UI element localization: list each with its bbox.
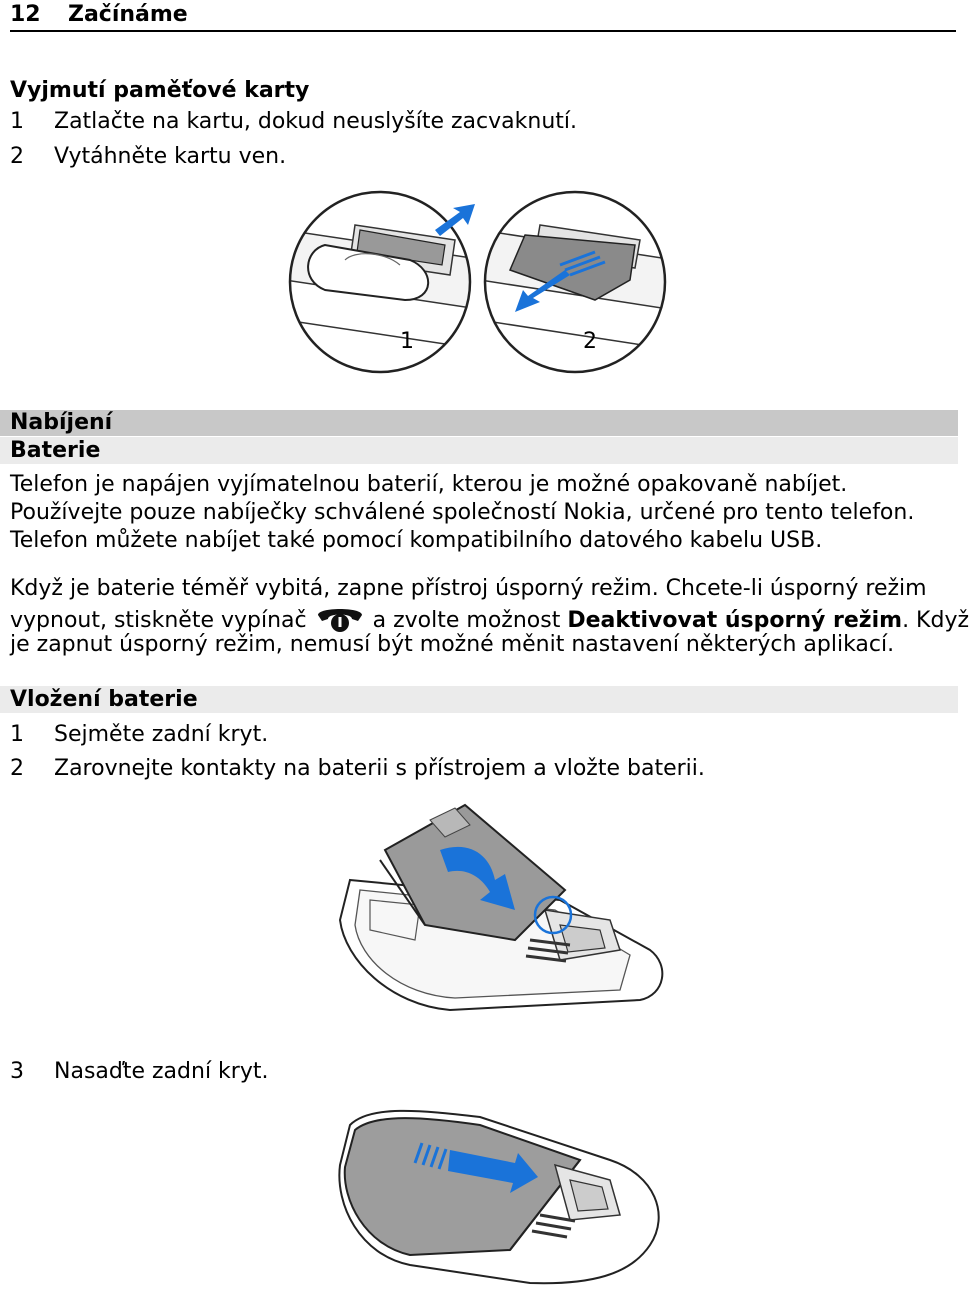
powersave-line-2: vypnout, stiskněte vypínač a zvolte možnost Deaktivovat úsporný režim. Když: [10, 603, 969, 635]
chapter-title: Začínáme: [68, 2, 188, 27]
subsection-band: [0, 437, 958, 464]
subsection-title-battery: Baterie: [10, 438, 101, 463]
insert-battery-title: Vložení baterie: [10, 687, 198, 712]
battery-line-2: Používejte pouze nabíječky schválené společností Nokia, určené pro tento telefon.: [10, 500, 915, 525]
figure-label-2: 2: [583, 329, 597, 354]
memory-card-illustration: [285, 190, 675, 380]
deactivate-powersave-option: Deaktivovat úsporný režim: [567, 608, 903, 633]
figure-label-1: 1: [400, 329, 414, 354]
battery-line-1: Telefon je napájen vyjímatelnou baterií, kterou je možné opakovaně nabíjet.: [10, 472, 848, 497]
section-band: [0, 410, 958, 436]
remove-card-step-2: 2 Vytáhněte kartu ven.: [10, 144, 287, 169]
battery-line-3: Telefon můžete nabíjet také pomocí kompatibilního datového kabelu USB.: [10, 528, 823, 553]
insert-step-2: 2 Zarovnejte kontakty na baterii s přístrojem a vložte baterii.: [10, 756, 705, 781]
battery-insert-illustration: [330, 800, 675, 1020]
power-key-icon: [314, 603, 366, 633]
remove-card-step-1: 1 Zatlačte na kartu, dokud neuslyšíte zacvaknutí.: [10, 109, 577, 134]
page-number: 12: [10, 2, 41, 27]
back-cover-illustration: [330, 1105, 670, 1290]
powersave-line-3: je zapnut úsporný režim, nemusí být možné měnit nastavení některých aplikací.: [10, 632, 895, 657]
insert-step-3: 3 Nasaďte zadní kryt.: [10, 1059, 269, 1084]
insert-step-1: 1 Sejměte zadní kryt.: [10, 722, 269, 747]
remove-card-title: Vyjmutí paměťové karty: [10, 78, 310, 103]
section-title-charging: Nabíjení: [10, 410, 113, 435]
running-head: [10, 2, 956, 32]
powersave-line-1: Když je baterie téměř vybitá, zapne přístroj úsporný režim. Chcete-li úsporný režim: [10, 576, 927, 601]
